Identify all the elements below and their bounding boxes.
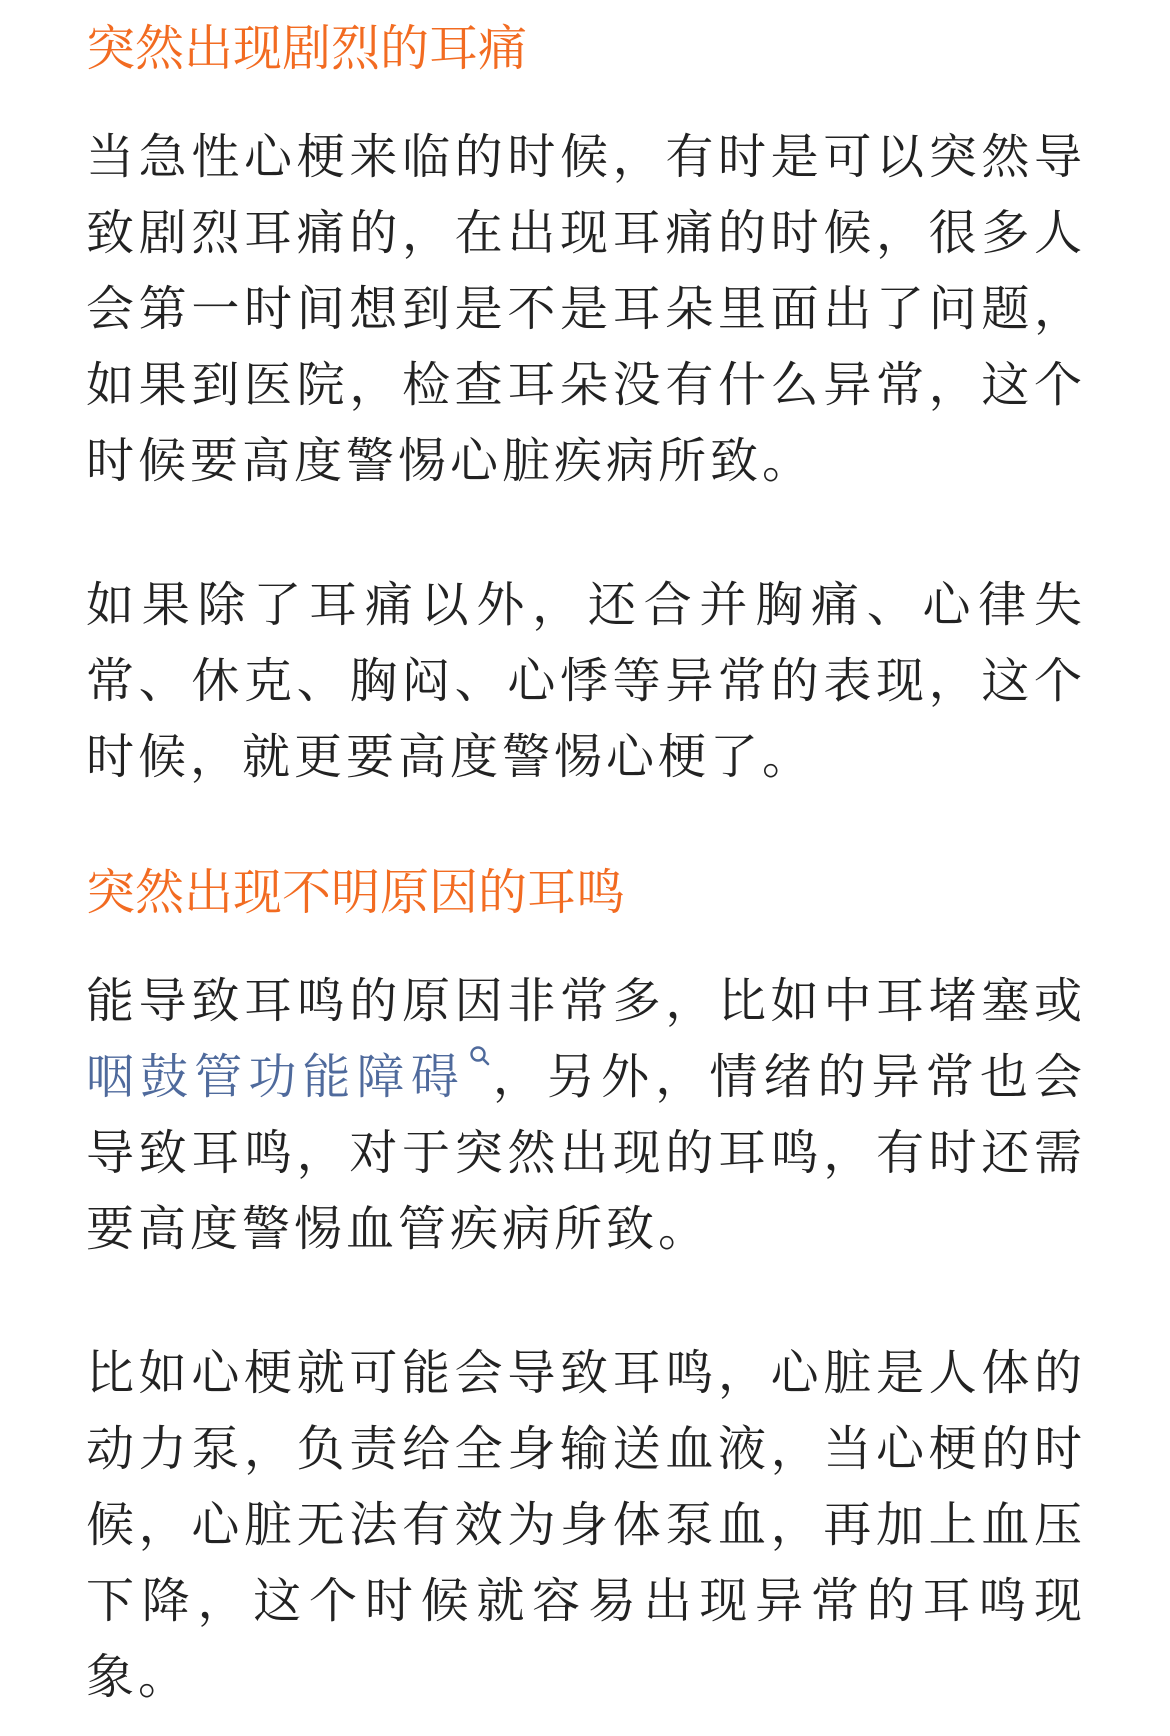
keyword-link-text[interactable]: 咽鼓管功能障碍 bbox=[86, 1049, 465, 1105]
paragraph-text-before-link: 能导致耳鸣的原因非常多，比如中耳堵塞或 bbox=[86, 973, 1086, 1029]
paragraph-text-after-link: ，另外，情绪的异常也会导致耳鸣，对于突然出现的耳鸣，有时还需要高度警惕血管疾病所致。 bbox=[86, 1049, 1086, 1257]
paragraph-ear-pain-warning: 如果除了耳痛以外，还合并胸痛、心律失常、休克、胸闷、心悸等异常的表现，这个时候，就更要高度警惕心梗了。 bbox=[86, 577, 1086, 785]
article-body bbox=[86, 0, 1086, 1715]
keyword-search-link[interactable] bbox=[86, 1049, 491, 1105]
paragraph-ear-pain-intro: 当急性心梗来临的时候，有时是可以突然导致剧烈耳痛的，在出现耳痛的时候，很多人会第一时间想到是不是耳朵里面出了问题，如果到医院，检查耳朵没有什么异常，这个时候要高度警惕心脏疾病所致。 bbox=[86, 129, 1086, 489]
search-icon[interactable] bbox=[469, 1045, 491, 1075]
section-heading-ear-pain: 突然出现剧烈的耳痛 bbox=[86, 20, 528, 77]
section-heading-tinnitus: 突然出现不明原因的耳鸣 bbox=[86, 864, 626, 921]
paragraph-tinnitus-causes bbox=[86, 963, 1086, 1267]
paragraph-tinnitus-heart-attack: 比如心梗就可能会导致耳鸣，心脏是人体的动力泵，负责给全身输送血液，当心梗的时候，心脏无法有效为身体泵血，再加上血压下降，这个时候就容易出现异常的耳鸣现象。 bbox=[86, 1345, 1086, 1705]
